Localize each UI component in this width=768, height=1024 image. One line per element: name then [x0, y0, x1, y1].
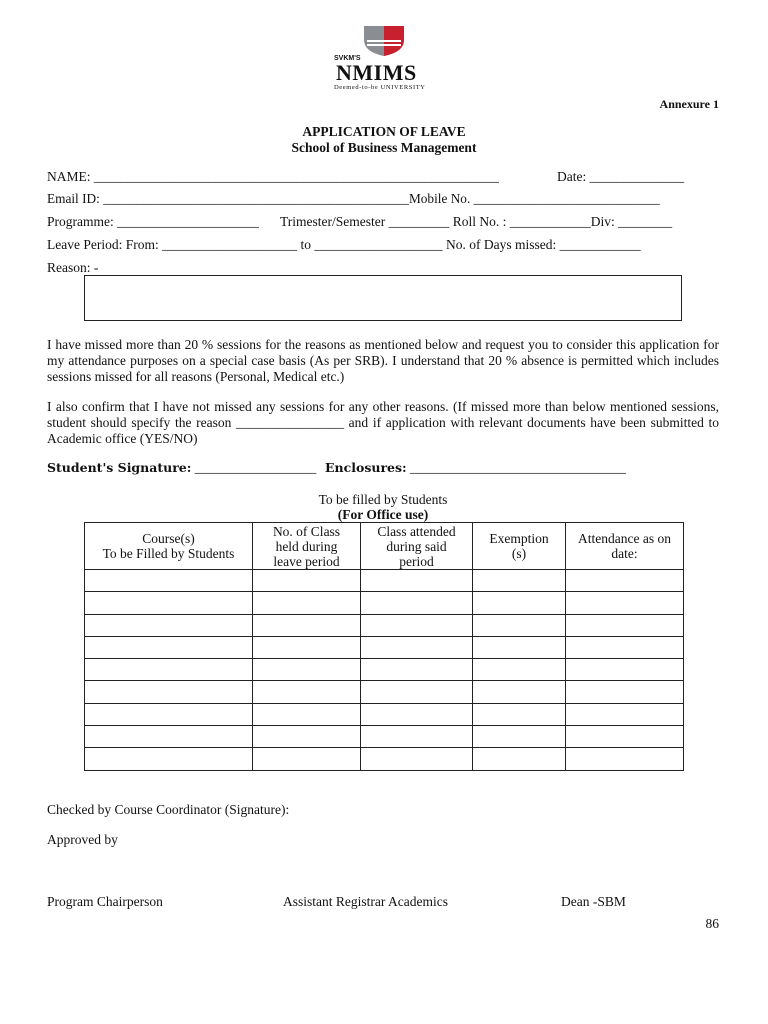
table-cell[interactable] [361, 614, 473, 636]
table-cell[interactable] [473, 659, 566, 681]
table-row [85, 570, 684, 592]
table-cell[interactable] [85, 748, 253, 770]
table-cell[interactable] [253, 570, 361, 592]
table-row [85, 748, 684, 770]
table-cell[interactable] [361, 636, 473, 658]
table-cell[interactable] [566, 592, 684, 614]
header-course: Course(s) To be Filled by Students [85, 523, 253, 570]
table-cell[interactable] [85, 703, 253, 725]
assistant-registrar-signature: Assistant Registrar Academics [283, 894, 448, 909]
programme-field[interactable]: Programme: _____________________ [47, 214, 259, 229]
trimester-roll-div-field[interactable]: Trimester/Semester _________ Roll No. : ____________Div: ________ [280, 214, 673, 229]
enclosures-line: ________________________________ [406, 460, 627, 475]
table-cell[interactable] [566, 614, 684, 636]
table-cell[interactable] [253, 681, 361, 703]
logo-prefix: SVKM'S [334, 55, 361, 62]
table-note: To be filled by Students [318, 492, 448, 507]
table-cell[interactable] [473, 703, 566, 725]
table-cell[interactable] [85, 659, 253, 681]
enclosures-field[interactable] [325, 460, 626, 476]
table-row [85, 659, 684, 681]
table-row [85, 726, 684, 748]
approved-by-label: Approved by [47, 832, 118, 847]
leave-period-field[interactable]: Leave Period: From: ____________________ to ___________________ No. of Days missed: ____________ [47, 237, 641, 252]
program-chairperson-signature: Program Chairperson [47, 894, 163, 909]
table-cell[interactable] [473, 570, 566, 592]
student-signature-line: __________________ [191, 460, 317, 475]
date-field[interactable]: Date: ______________ [557, 169, 685, 184]
table-header-row [85, 523, 684, 570]
table-cell[interactable] [85, 614, 253, 636]
table-cell[interactable] [566, 570, 684, 592]
table-cell[interactable] [473, 592, 566, 614]
office-use-note: (For Office use) [337, 507, 429, 522]
shield-icon [334, 22, 434, 58]
table-cell[interactable] [85, 726, 253, 748]
email-mobile-field[interactable]: Email ID: ______________________________________________Mobile No. ____________________________ [47, 191, 660, 206]
table-cell[interactable] [566, 703, 684, 725]
header-attendance: Attendance as on date: [566, 523, 684, 570]
table-cell[interactable] [253, 703, 361, 725]
header-classes-attended: Class attended during said period [361, 523, 473, 570]
table-cell[interactable] [361, 748, 473, 770]
table-cell[interactable] [473, 748, 566, 770]
student-signature-field[interactable] [47, 460, 316, 476]
table-body [85, 570, 684, 771]
header-classes-held: No. of Class held during leave period [253, 523, 361, 570]
logo-name: NMIMS [336, 60, 417, 85]
enclosures-label: Enclosures: [325, 460, 407, 475]
logo-tagline: Deemed-to-be UNIVERSITY [334, 84, 426, 91]
page-subtitle: School of Business Management [291, 140, 477, 155]
table-cell[interactable] [566, 681, 684, 703]
table-cell[interactable] [361, 703, 473, 725]
table-cell[interactable] [361, 681, 473, 703]
annexure-label: Annexure 1 [659, 97, 719, 111]
reason-input[interactable] [84, 275, 682, 321]
table-row [85, 703, 684, 725]
table-cell[interactable] [566, 748, 684, 770]
nmims-logo [334, 22, 434, 94]
table-row [85, 614, 684, 636]
reason-label: Reason: - [47, 260, 99, 275]
name-field[interactable]: NAME: ____________________________________________________________ [47, 169, 499, 184]
table-cell[interactable] [85, 681, 253, 703]
table-cell[interactable] [253, 726, 361, 748]
table-row [85, 592, 684, 614]
table-cell[interactable] [85, 592, 253, 614]
table-cell[interactable] [253, 614, 361, 636]
table-cell[interactable] [253, 636, 361, 658]
attendance-table [84, 522, 684, 771]
declaration-paragraph-1: I have missed more than 20 % sessions for the reasons as mentioned below and request you to consider this application for my attendance purposes on a special case basis (As per SRB). I understand that 20 % absence is permitted which includes sessions missed for all reasons (Personal, Medical etc.) [47, 337, 719, 384]
table-cell[interactable] [473, 636, 566, 658]
table-cell[interactable] [473, 726, 566, 748]
table-cell[interactable] [361, 592, 473, 614]
table-cell[interactable] [361, 570, 473, 592]
table-cell[interactable] [566, 726, 684, 748]
table-cell[interactable] [361, 726, 473, 748]
table-row [85, 681, 684, 703]
table-cell[interactable] [473, 681, 566, 703]
checked-by-label: Checked by Course Coordinator (Signature): [47, 802, 290, 817]
table-cell[interactable] [253, 592, 361, 614]
dean-signature: Dean -SBM [561, 894, 626, 909]
table-row [85, 636, 684, 658]
table-cell[interactable] [566, 659, 684, 681]
table-cell[interactable] [361, 659, 473, 681]
declaration-paragraph-2: I also confirm that I have not missed any sessions for any other reasons. (If missed more than below mentioned sessions, student should specify the reason ________________ and if application with relevant documents have been submitted to Academic office (YES/NO) [47, 399, 719, 446]
table-cell[interactable] [85, 570, 253, 592]
student-signature-label: Student's Signature: [47, 460, 192, 475]
table-cell[interactable] [253, 659, 361, 681]
page-number: 86 [705, 916, 719, 931]
page-title: APPLICATION OF LEAVE [302, 124, 466, 139]
table-cell[interactable] [253, 748, 361, 770]
table-cell[interactable] [473, 614, 566, 636]
header-exemption: Exemption (s) [473, 523, 566, 570]
table-cell[interactable] [566, 636, 684, 658]
table-cell[interactable] [85, 636, 253, 658]
